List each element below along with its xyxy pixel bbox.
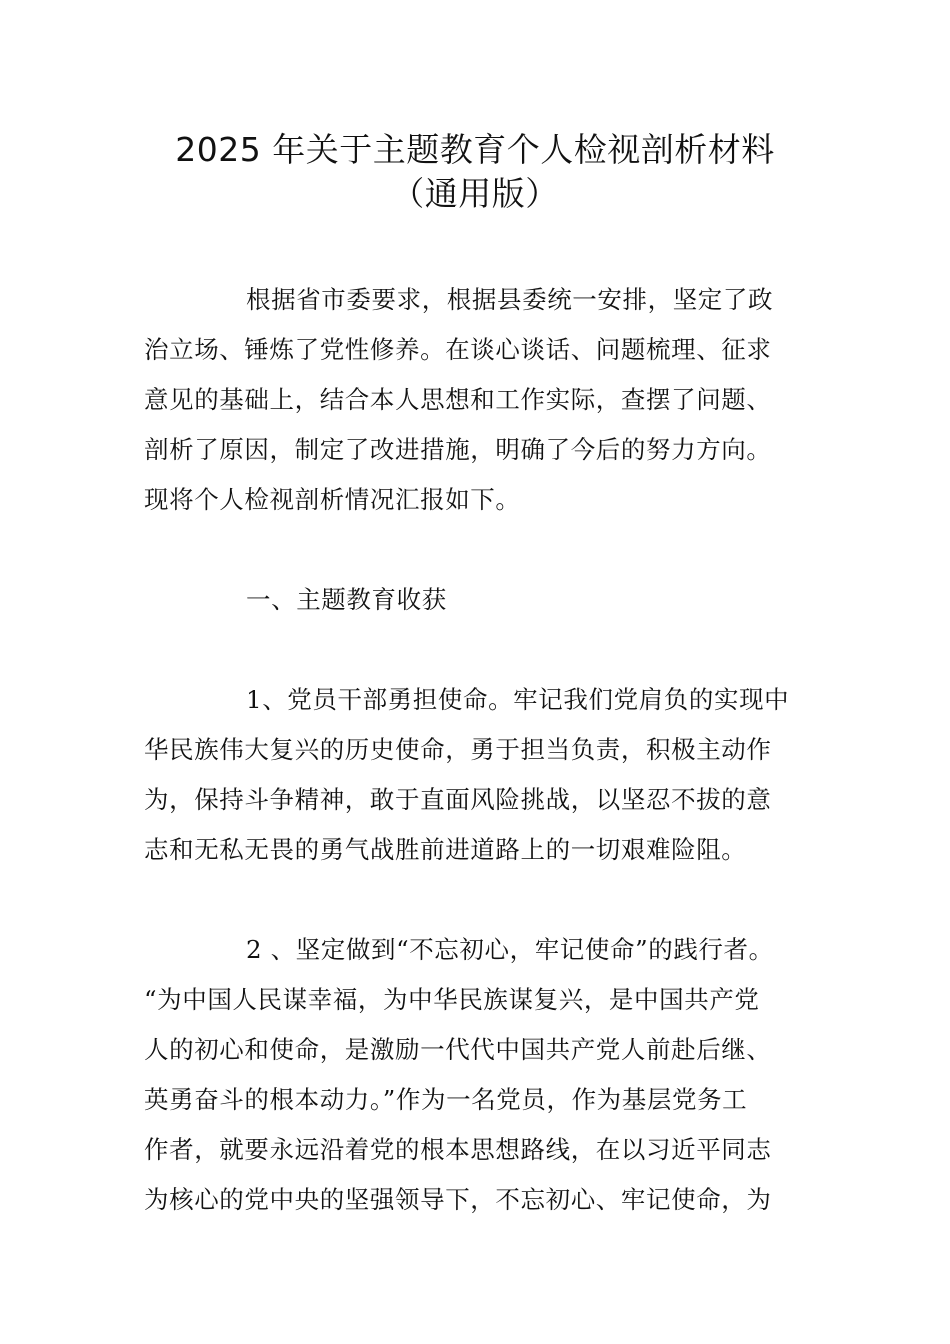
item1-line-1: 1、党员干部勇担使命。牢记我们党肩负的实现中 <box>246 685 790 714</box>
item2-line-4: 英勇奋斗的根本动力。”作为一名党员，作为基层党务工 <box>144 1085 748 1114</box>
item2-line-5: 作者，就要永远沿着党的根本思想路线，在以习近平同志 <box>144 1135 772 1164</box>
intro-line-4: 剖析了原因，制定了改进措施，明确了今后的努力方向。 <box>144 435 772 464</box>
intro-line-5: 现将个人检视剖析情况汇报如下。 <box>144 485 521 514</box>
intro-line-2: 治立场、锤炼了党性修养。在谈心谈话、问题梳理、征求 <box>144 335 772 364</box>
intro-line-3: 意见的基础上，结合本人思想和工作实际，查摆了问题、 <box>144 385 772 414</box>
title-line-2: （通用版） <box>391 174 559 213</box>
intro-line-1: 根据省市委要求，根据县委统一安排，坚定了政 <box>246 285 774 314</box>
item2-line-3: 人的初心和使命，是激励一代代中国共产党人前赴后继、 <box>144 1035 772 1064</box>
item2-line-6: 为核心的党中央的坚强领导下，不忘初心、牢记使命，为 <box>144 1185 772 1214</box>
item1-line-4: 志和无私无畏的勇气战胜前进道路上的一切艰难险阻。 <box>144 835 747 864</box>
section-heading-1: 一、主题教育收获 <box>246 585 447 614</box>
document-title <box>0 128 950 216</box>
title-line-1: 2025 年关于主题教育个人检视剖析材料 <box>175 130 775 169</box>
item2-line-1: 2 、坚定做到“不忘初心，牢记使命”的践行者。 <box>246 935 774 964</box>
item2-line-2: “为中国人民谋幸福，为中华民族谋复兴，是中国共产党 <box>144 985 760 1014</box>
item1-line-2: 华民族伟大复兴的历史使命，勇于担当负责，积极主动作 <box>144 735 772 764</box>
item1-line-3: 为，保持斗争精神，敢于直面风险挑战，以坚忍不拔的意 <box>144 785 772 814</box>
